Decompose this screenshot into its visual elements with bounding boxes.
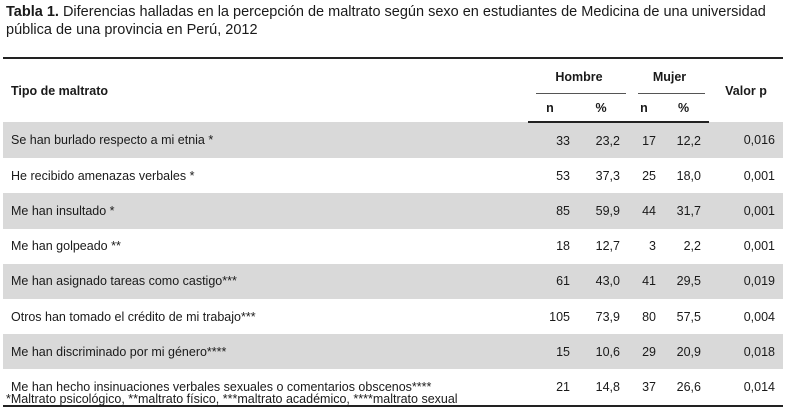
row-label: Me han insultado *: [3, 193, 528, 228]
table-row: [3, 229, 783, 264]
table-footnote: *Maltrato psicológico, **maltrato físico, ***maltrato académico, ****maltrato sexual: [6, 392, 458, 406]
row-mujer-n: 17: [630, 122, 658, 158]
row-hombre-pct: 23,2: [572, 122, 630, 158]
row-hombre-n: 15: [528, 334, 572, 369]
row-valor-p: 0,016: [709, 122, 783, 158]
table-caption: [6, 3, 782, 39]
row-valor-p: 0,001: [743, 168, 775, 183]
row-label: He recibido amenazas verbales *: [11, 168, 195, 183]
row-mujer-pct: 20,9: [658, 334, 709, 369]
row-valor-p: 0,001: [743, 239, 775, 254]
row-mujer-pct: 26,6: [658, 369, 709, 405]
row-valor-p: 0,014: [709, 369, 783, 405]
header-hombre-label: Hombre: [555, 69, 603, 84]
row-hombre-n: 53: [556, 168, 570, 183]
row-mujer-n: 3: [649, 239, 656, 254]
row-valor-p: 0,001: [709, 193, 783, 228]
header-hombre-n: n: [528, 94, 572, 122]
row-hombre-n: 61: [528, 264, 572, 299]
table-row: [3, 193, 783, 228]
table-row: [3, 122, 783, 158]
header-valor-p: Valor p: [709, 58, 783, 122]
row-hombre-pct: 10,6: [572, 334, 630, 369]
row-hombre-pct: 14,8: [572, 369, 630, 405]
row-mujer-n: 80: [642, 309, 656, 324]
row-mujer-n: 41: [630, 264, 658, 299]
row-hombre-n: 33: [528, 122, 572, 158]
table-row: [3, 334, 783, 369]
caption-lead: Tabla 1.: [6, 4, 59, 20]
row-label: Otros han tomado el crédito de mi trabajo***: [11, 309, 256, 324]
row-valor-p: 0,004: [743, 309, 775, 324]
row-hombre-n: 18: [556, 239, 570, 254]
row-mujer-n: 29: [630, 334, 658, 369]
row-hombre-pct: 59,9: [572, 193, 630, 228]
header-mujer-n: n: [630, 94, 658, 122]
row-valor-p: 0,018: [709, 334, 783, 369]
row-mujer-pct: 29,5: [658, 264, 709, 299]
row-mujer-n: 44: [630, 193, 658, 228]
row-label: Me han discriminado por mi género****: [3, 334, 528, 369]
table-row: [3, 299, 783, 334]
hombre-underline: [536, 93, 626, 94]
row-mujer-pct: 18,0: [676, 168, 701, 183]
row-hombre-n: 105: [549, 309, 570, 324]
row-label: Me han hecho insinuaciones verbales sexuales o comentarios obscenos****: [3, 369, 528, 405]
row-mujer-pct: 57,5: [676, 309, 701, 324]
row-hombre-pct: 43,0: [572, 264, 630, 299]
row-valor-p: 0,019: [709, 264, 783, 299]
row-mujer-n: 25: [642, 168, 656, 183]
row-mujer-pct: 12,2: [658, 122, 709, 158]
header-mujer: [630, 58, 709, 94]
row-hombre-n: 21: [528, 369, 572, 405]
row-label: Me han golpeado **: [11, 239, 121, 254]
table-row: [3, 158, 783, 193]
header-hombre: [528, 58, 630, 94]
row-hombre-pct: 73,9: [595, 309, 620, 324]
header-hombre-pct: %: [572, 94, 630, 122]
row-hombre-pct: 12,7: [595, 239, 620, 254]
maltrato-table: [3, 57, 783, 407]
row-mujer-pct: 2,2: [683, 239, 701, 254]
table-row: [3, 264, 783, 299]
mujer-underline: [638, 93, 705, 94]
header-tipo: Tipo de maltrato: [3, 58, 528, 122]
header-mujer-pct: %: [658, 94, 709, 122]
row-mujer-n: 37: [630, 369, 658, 405]
caption-text: Diferencias halladas en la percepción de maltrato según sexo en estudiantes de Medicina de una universidad pública de una provincia en Perú, 2012: [6, 4, 766, 38]
header-mujer-label: Mujer: [652, 69, 687, 84]
row-mujer-pct: 31,7: [658, 193, 709, 228]
row-hombre-pct: 37,3: [595, 168, 620, 183]
row-label: Se han burlado respecto a mi etnia *: [3, 122, 528, 158]
row-label: Me han asignado tareas como castigo***: [3, 264, 528, 299]
row-hombre-n: 85: [528, 193, 572, 228]
